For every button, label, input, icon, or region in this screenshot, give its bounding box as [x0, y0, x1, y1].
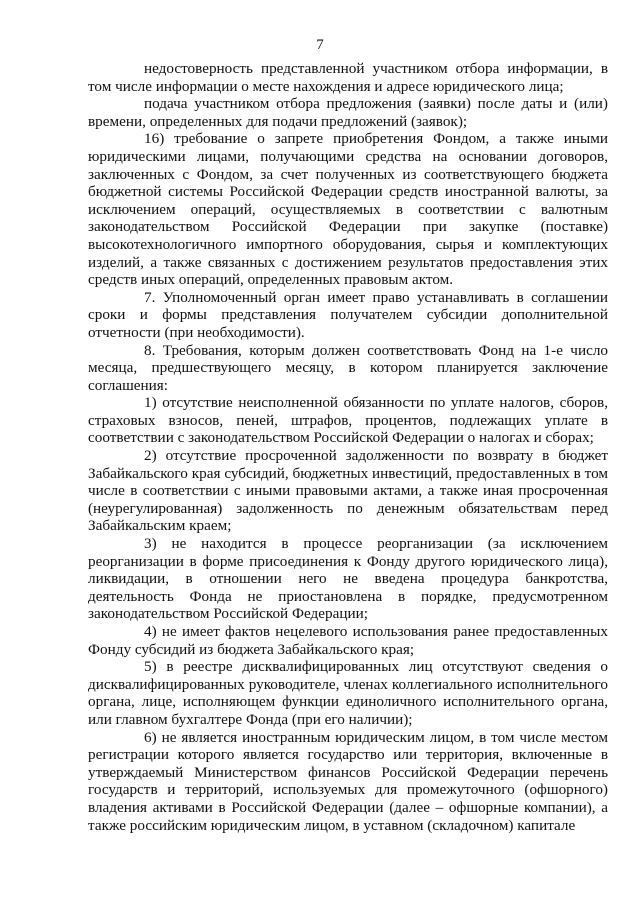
paragraph-item-6-foreign-entity: 6) не является иностранным юридическим лицом, в том числе местом регистрации которого является государство или территория, включенные в утверждаемый Министерством финансов Российской Федерации перечень государств и территорий, используемых для промежуточного (офшорного) владения активами в Российской Федерации (далее – офшорные компании), а также российским юридическим лицом, в уставном (складочном) капитале — [88, 728, 608, 834]
paragraph-item-5-disqualified: 5) в реестре дисквалифицированных лиц отсутствуют сведения о дисквалифицированных руководителе, членах коллегиального исполнительного органа, лице, исполняющем функции единоличного исполнительного органа, или главном бухгалтере Фонда (при его наличии); — [88, 658, 608, 728]
paragraph-item-3-reorganization: 3) не находится в процессе реорганизации (за исключением реорганизации в форме присоединения к Фонду другого юридического лица), ликвидации, в отношении него не введена процедура банкротства, деятельность Фонда не приостановлена в порядке, предусмотренном законодательством Российской Федерации; — [88, 535, 608, 623]
document-body — [88, 60, 608, 834]
page-number: 7 — [316, 37, 324, 53]
paragraph-inaccurate-information: недостоверность представленной участником отбора информации, в том числе информации о месте нахождения и адресе юридического лица; — [88, 60, 608, 95]
paragraph-item-1-taxes: 1) отсутствие неисполненной обязанности по уплате налогов, сборов, страховых взносов, пеней, штрафов, процентов, подлежащих уплате в соответствии с законодательством Российской Федерации о налогах и сборах; — [88, 394, 608, 447]
paragraph-item-16-foreign-currency: 16) требование о запрете приобретения Фондом, а также иными юридическими лицами, получающими средства на основании договоров, заключенных с Фондом, за счет полученных из соответствующего бюджета бюджетной системы Российской Федерации средств иностранной валюты, за исключением операций, осуществляемых в соответствии с валютным законодательством Российской Федерации при закупке (поставке) высокотехнологичного импортного оборудования, сырья и комплектующих изделий, а также связанных с достижением результатов предоставления этих средств иных операций, определенных правовым актом. — [88, 130, 608, 289]
paragraph-section-7-reporting: 7. Уполномоченный орган имеет право устанавливать в соглашении сроки и формы представления получателем субсидии дополнительной отчетности (при необходимости). — [88, 288, 608, 341]
paragraph-section-8-requirements: 8. Требования, которым должен соответствовать Фонд на 1-е число месяца, предшествующего месяцу, в котором планируется заключение соглашения: — [88, 341, 608, 394]
paragraph-late-submission: подача участником отбора предложения (заявки) после даты и (или) времени, определенных для подачи предложений (заявок); — [88, 95, 608, 130]
paragraph-item-4-misuse: 4) не имеет фактов нецелевого использования ранее предоставленных Фонду субсидий из бюджета Забайкальского края; — [88, 623, 608, 658]
paragraph-item-2-debt: 2) отсутствие просроченной задолженности по возврату в бюджет Забайкальского края субсидий, бюджетных инвестиций, предоставленных в том числе в соответствии с иными правовыми актами, а также иная просроченная (неурегулированная) задолженность по денежным обязательствам перед Забайкальским краем; — [88, 447, 608, 535]
